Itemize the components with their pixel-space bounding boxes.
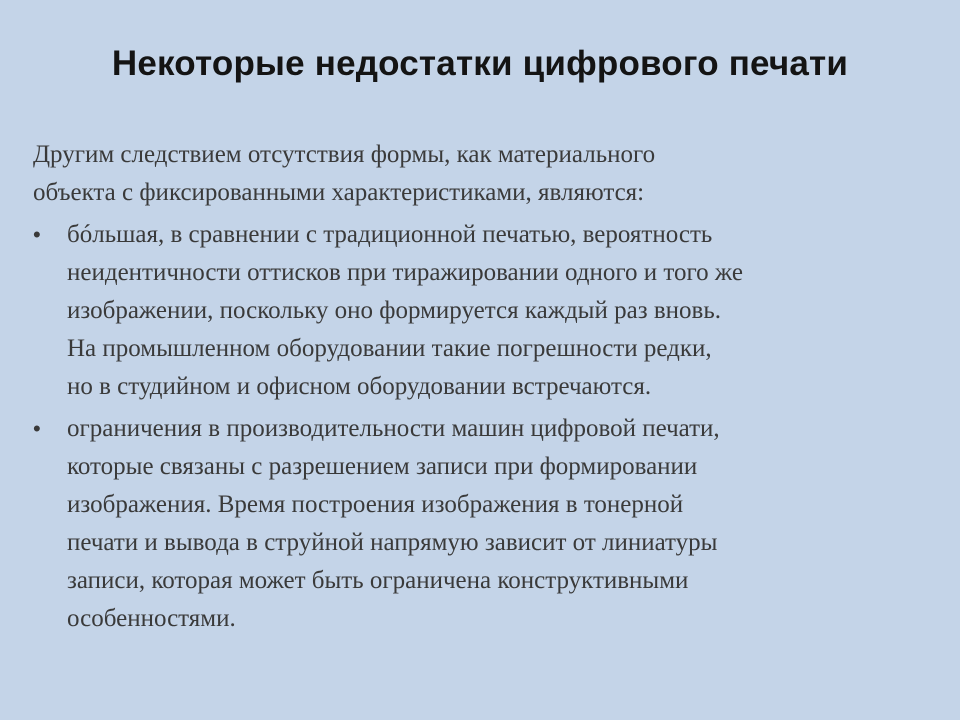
bullet-item [33, 216, 933, 406]
bullet-icon: • [33, 222, 41, 247]
bullet-line: ограничения в производительности машин цифровой печати, [67, 415, 720, 442]
bullet-line: которые связаны с разрешением записи при формировании [67, 453, 698, 480]
slide-body [33, 136, 933, 638]
intro-line: Другим следствием отсутствия формы, как материального [33, 141, 656, 168]
bullet-line: но в студийном и офисном оборудовании встречаются. [67, 373, 652, 400]
bullet-line: изображении, поскольку оно формируется каждый раз вновь. [67, 297, 721, 324]
intro-line: объекта с фиксированными характеристиками, являются: [33, 179, 645, 206]
bullet-list [33, 216, 933, 638]
bullet-line: записи, которая может быть ограничена конструктивными [67, 567, 689, 594]
bullet-line: изображения. Время построения изображения в тонерной [67, 491, 684, 518]
slide-title: Некоторые недостатки цифрового печати [111, 44, 849, 83]
bullet-line: На промышленном оборудовании такие погрешности редки, [67, 335, 712, 362]
bullet-icon: • [33, 416, 41, 441]
bullet-line: бóльшая, в сравнении с традиционной печатью, вероятность [67, 221, 713, 248]
bullet-item [33, 410, 933, 638]
bullet-line: печати и вывода в струйной напрямую зависит от линиатуры [67, 529, 718, 556]
bullet-line: неидентичности оттисков при тиражировании одного и того же [67, 259, 743, 286]
bullet-line: особенностями. [67, 605, 236, 632]
intro-paragraph [33, 136, 933, 212]
